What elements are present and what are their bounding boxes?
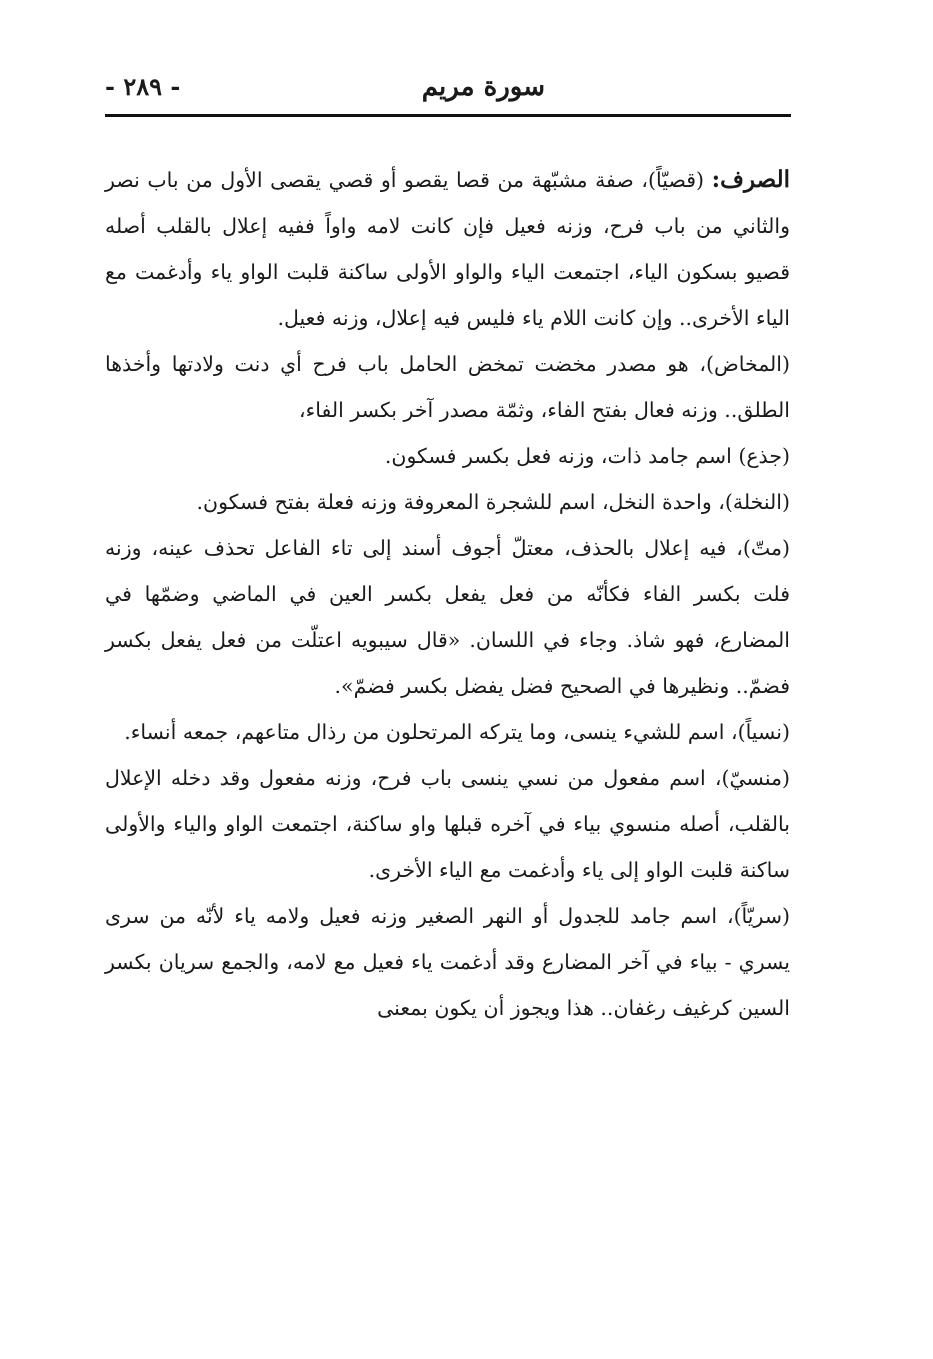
header-divider	[105, 114, 791, 117]
paragraph-sariyya: (سريّاً)، اسم جامد للجدول أو النهر الصغير وزنه فعيل ولامه ياء لأنّه من سرى يسري - بياء في آخر المضارع وقد أدغمت ياء فعيل مع لامه، والجمع سريان بكسر السين كرغيف رغفان.. هذا ويجوز أن يكون بمعنى	[105, 904, 790, 1020]
paragraph-nakhla: (النخلة)، واحدة النخل، اسم للشجرة المعروفة وزنه فعلة بفتح فسكون.	[196, 490, 790, 514]
surah-title: سورة مريم	[421, 72, 545, 102]
page-header	[105, 68, 790, 108]
paragraph-mitt: (متّ)، فيه إعلال بالحذف، معتلّ أجوف أسند إلى تاء الفاعل تحذف عينه، وزنه فلت بكسر الفاء فكأنّه من فعل يفعل بكسر العين في الماضي وضمّها في المضارع، فهو شاذ. وجاء في اللسان. «قال سيبويه اعتلّت من فعل يفعل بكسر فضمّ.. ونظيرها في الصحيح فضل يفضل بكسر فضمّ».	[105, 536, 790, 698]
paragraph-jidh: (جذع) اسم جامد ذات، وزنه فعل بكسر فسكون.	[384, 444, 790, 468]
lead-term: الصرف:	[711, 166, 790, 193]
paragraph-makhad: (المخاض)، هو مصدر مخضت تمخض الحامل باب فرح أي دنت ولادتها وأخذها الطلق.. وزنه فعال بفتح الفاء، وثمّة مصدر آخر بكسر الفاء،	[105, 352, 790, 422]
paragraph-qasiyya	[105, 157, 790, 341]
paragraph-text: (قصيّاً)، صفة مشبّهة من قصا يقصو أو قصي يقصى الأول من باب نصر والثاني من باب فرح، وزنه فعيل فإن كانت لامه واواً ففيه إعلال بالقلب أصله قصيو بسكون الياء، اجتمعت الياء والواو الأولى ساكنة قلبت الواو ياء وأدغمت مع الياء الأخرى.. وإن كانت اللام ياء فليس فيه إعلال، وزنه فعيل.	[105, 168, 790, 330]
paragraph-nasya: (نسياً)، اسم للشيء ينسى، وما يتركه المرتحلون من رذال متاعهم، جمعه أنساء.	[124, 720, 790, 744]
page-body	[105, 157, 790, 1031]
paragraph-mansiyy: (منسيّ)، اسم مفعول من نسي ينسى باب فرح، وزنه مفعول وقد دخله الإعلال بالقلب، أصله منسوي بياء في آخره قبلها واو ساكنة، اجتمعت الواو والياء والأولى ساكنة قلبت الواو إلى ياء وأدغمت مع الياء الأخرى.	[105, 766, 790, 882]
page-number: - ٢٨٩ -	[105, 72, 181, 101]
